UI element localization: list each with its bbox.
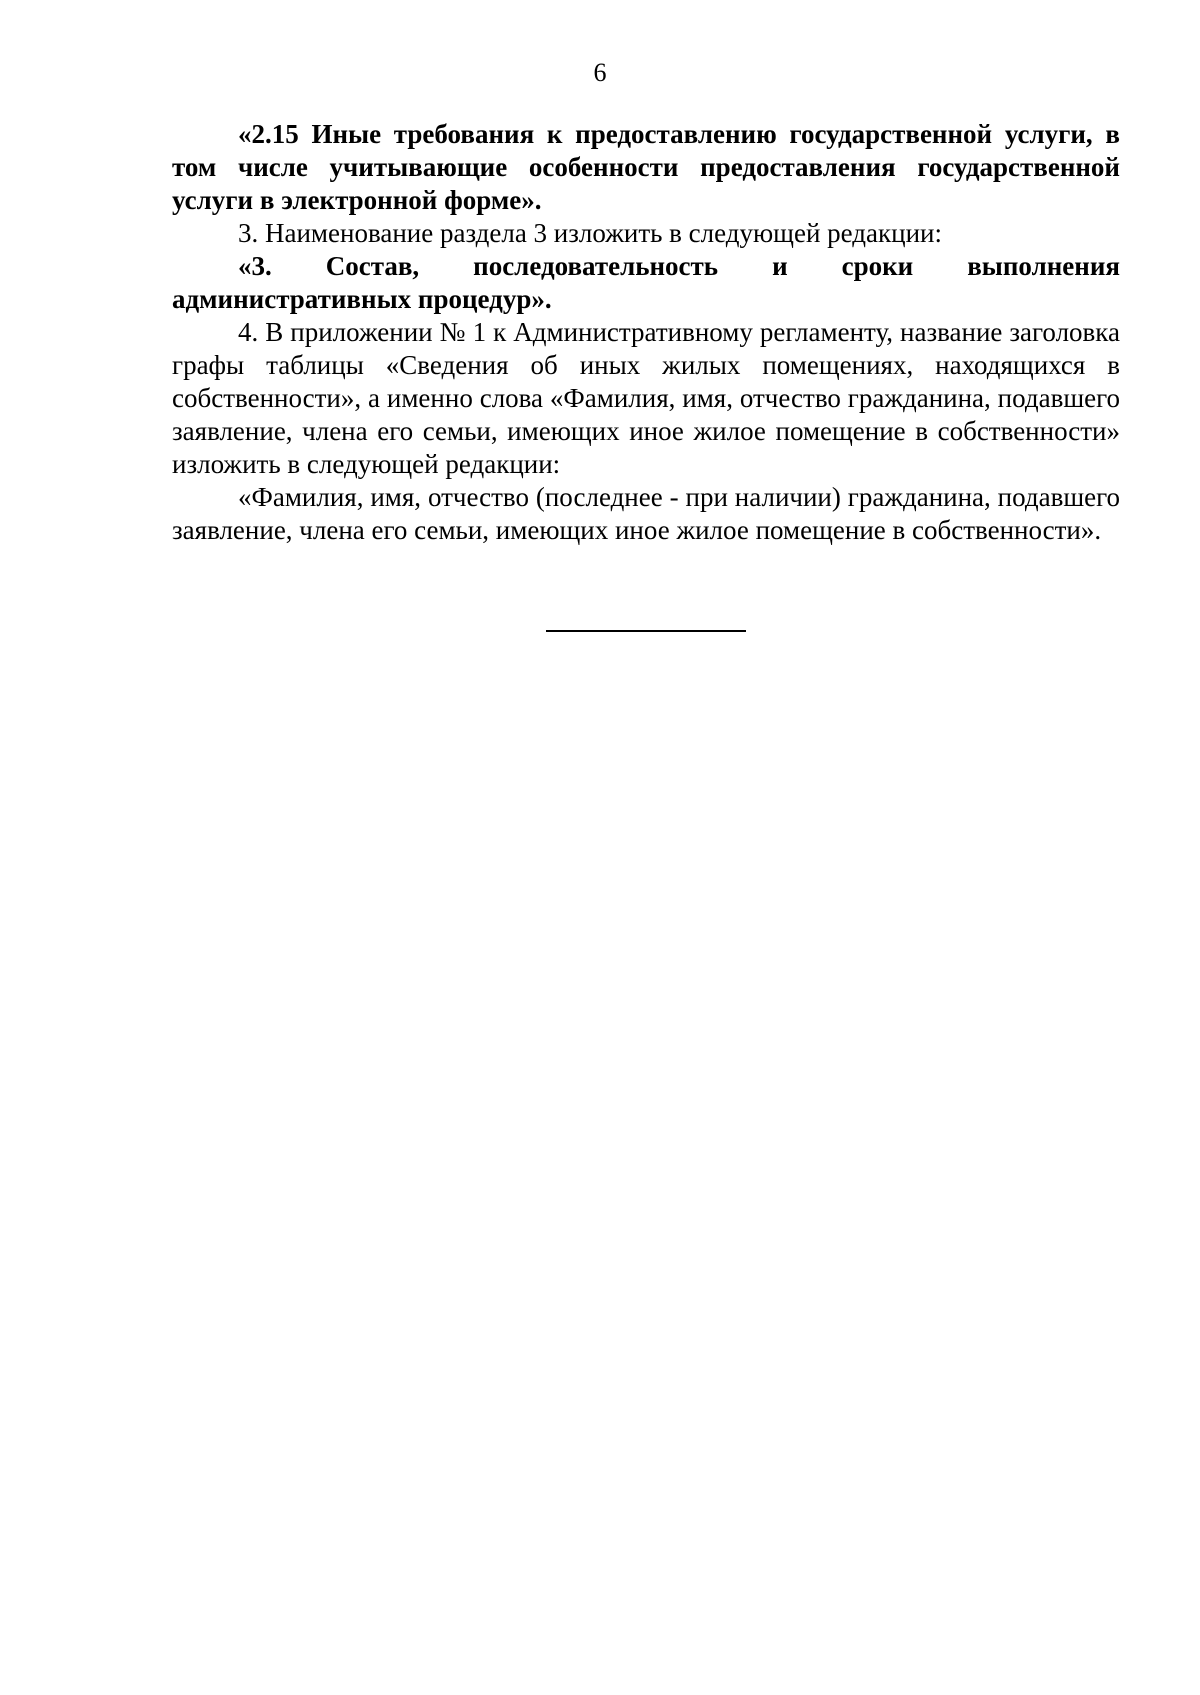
paragraph-section-3-title: «3. Состав, последовательность и сроки выполнения административных процедур». [172,251,1120,314]
page-number: 6 [593,58,607,87]
paragraph-item-3: 3. Наименование раздела 3 изложить в следующей редакции: [238,218,942,248]
document-body [172,118,1120,547]
paragraph-new-wording: «Фамилия, имя, отчество (последнее - при наличии) гражданина, подавшего заявление, члена его семьи, имеющих иное жилое помещение в собственности». [172,482,1120,545]
paragraph-item-4: 4. В приложении № 1 к Административному регламенту, название заголовка графы таблицы «Сведения об иных жилых помещениях, находящихся в собственности», а именно слова «Фамилия, имя, отчество гражданина, подавшего заявление, члена его семьи, имеющих иное жилое помещение в собственности» изложить в следующей редакции: [172,317,1120,479]
end-separator-line [546,630,746,632]
paragraph-section-2-15-title: «2.15 Иные требования к предоставлению государственной услуги, в том числе учитывающие особенности предоставления государственной услуги в электронной форме». [172,119,1120,215]
